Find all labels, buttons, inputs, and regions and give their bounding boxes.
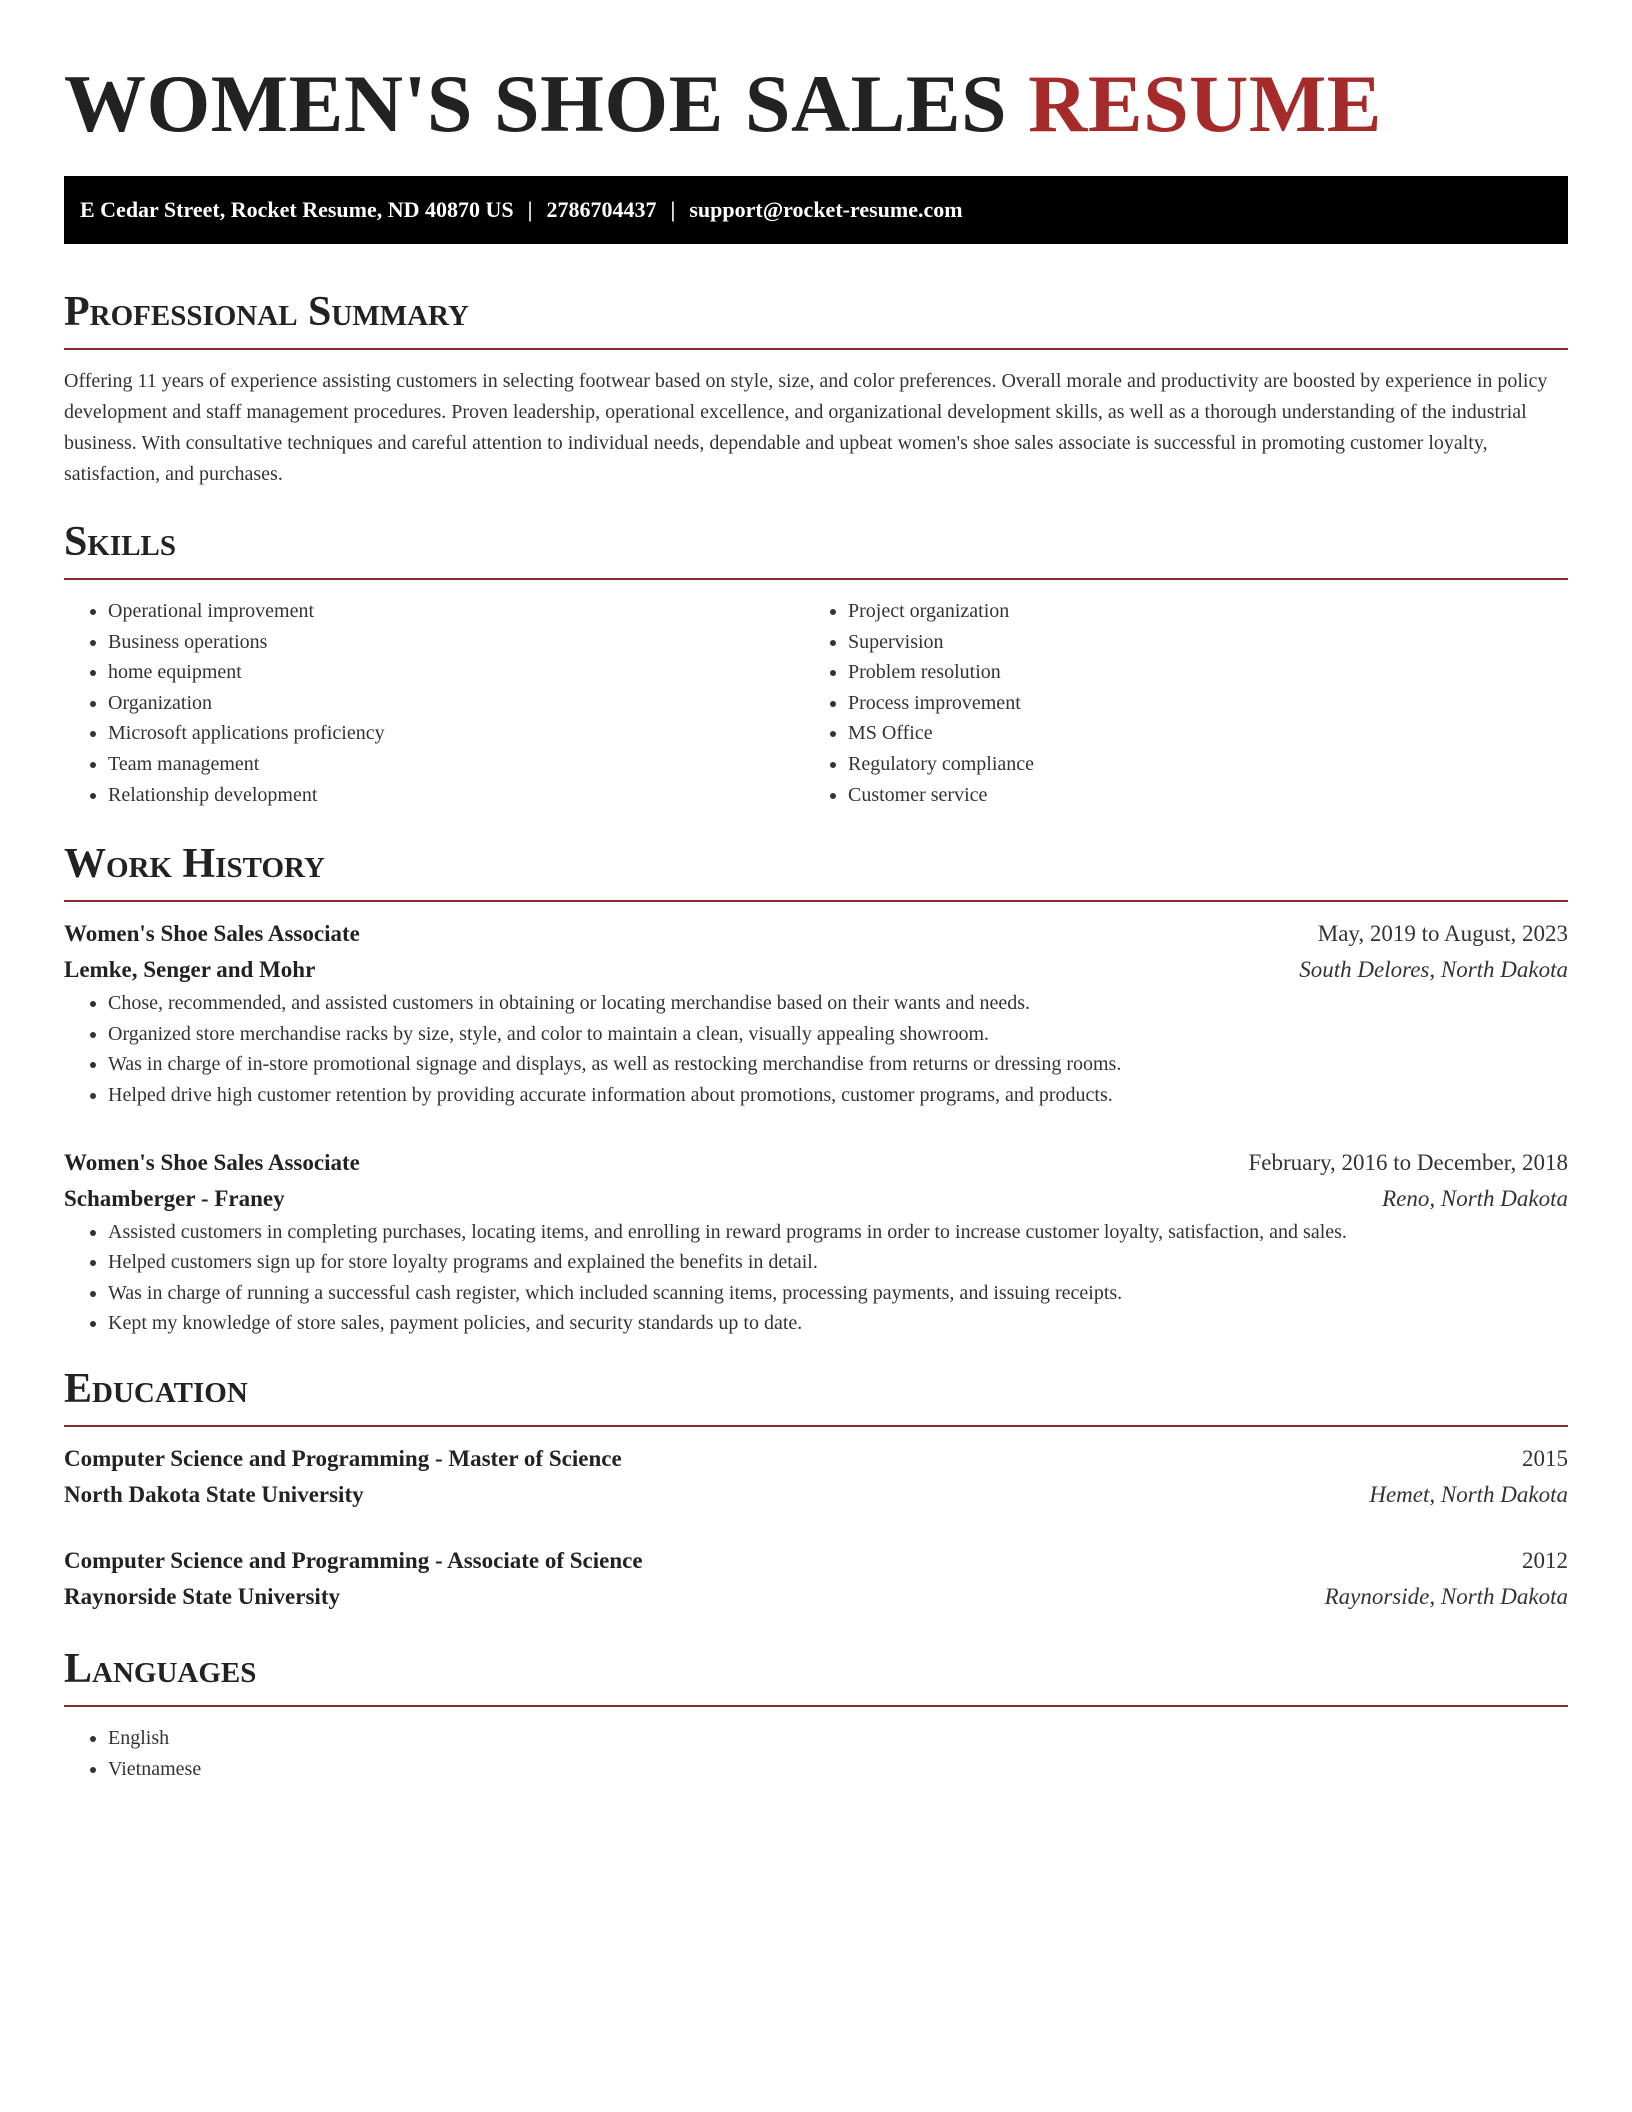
skills-section — [64, 518, 1568, 810]
skill-item: • Microsoft applications proficiency — [108, 718, 804, 749]
section-divider — [64, 578, 1568, 580]
work-history-section — [64, 840, 1568, 1339]
job-duty: • Was in charge of running a successful cash register, which included scanning items, processing payments, and issuing receipts. — [108, 1278, 1568, 1309]
section-heading-languages: Languages — [64, 1645, 257, 1692]
education-section — [64, 1365, 1568, 1615]
section-divider — [64, 900, 1568, 902]
job-header-row — [64, 1145, 1568, 1181]
job-entry — [64, 1145, 1568, 1339]
skill-item: • home equipment — [108, 657, 804, 688]
skill-item: • Operational improvement — [108, 596, 804, 627]
education-entry — [64, 1441, 1568, 1513]
section-divider — [64, 348, 1568, 350]
language-item: • English — [108, 1723, 1568, 1754]
language-item: • Vietnamese — [108, 1754, 1568, 1785]
job-location: Reno, North Dakota — [1382, 1185, 1568, 1211]
title-accent: RESUME — [1028, 58, 1382, 149]
section-divider — [64, 1705, 1568, 1707]
education-degree-row — [64, 1441, 1568, 1477]
job-title: Women's Shoe Sales Associate — [64, 1149, 360, 1175]
job-company: Lemke, Senger and Mohr — [64, 957, 316, 983]
skill-item: • Process improvement — [848, 688, 1544, 719]
job-duty: • Helped customers sign up for store loyalty programs and explained the benefits in detail. — [108, 1247, 1568, 1278]
education-school: Raynorside State University — [64, 1583, 340, 1609]
title-main: WOMEN'S SHOE SALES — [64, 58, 1008, 149]
job-dates: May, 2019 to August, 2023 — [1317, 921, 1568, 947]
section-heading-education: Education — [64, 1365, 248, 1412]
job-company-row — [64, 952, 1568, 988]
skill-item: • Organization — [108, 688, 804, 719]
education-degree: Computer Science and Programming - Master of Science — [64, 1445, 622, 1471]
job-duty: • Kept my knowledge of store sales, payment policies, and security standards up to date. — [108, 1308, 1568, 1339]
section-heading-skills: Skills — [64, 519, 177, 565]
contact-email: support@rocket-resume.com — [689, 197, 963, 222]
section-heading-work-history: Work History — [64, 841, 325, 888]
contact-separator: | — [670, 197, 676, 222]
contact-bar — [64, 176, 1568, 244]
job-location: South Delores, North Dakota — [1299, 957, 1568, 983]
section-heading-summary: Professional Summary — [64, 289, 469, 335]
job-duty: • Chose, recommended, and assisted customers in obtaining or locating merchandise based on their wants and needs. — [108, 988, 1568, 1019]
education-degree: Computer Science and Programming - Associate of Science — [64, 1547, 643, 1573]
job-duty: • Assisted customers in completing purchases, locating items, and enrolling in reward programs in order to increase customer loyalty, satisfaction, and sales. — [108, 1217, 1568, 1248]
education-degree-row — [64, 1543, 1568, 1579]
education-year: 2015 — [1522, 1445, 1568, 1471]
job-header-row — [64, 916, 1568, 952]
section-divider — [64, 1425, 1568, 1427]
contact-phone: 2786704437 — [546, 197, 657, 222]
job-duties-list — [64, 1217, 1568, 1339]
skill-item: • Project organization — [848, 596, 1544, 627]
skill-item: • Business operations — [108, 627, 804, 658]
job-duties-list — [64, 988, 1568, 1110]
education-location: Raynorside, North Dakota — [1324, 1583, 1568, 1609]
skills-list-right — [804, 596, 1544, 810]
job-company-row — [64, 1181, 1568, 1217]
skill-item: • Problem resolution — [848, 657, 1544, 688]
job-duty: • Helped drive high customer retention by providing accurate information about promotions, customer programs, and products. — [108, 1080, 1568, 1111]
summary-section — [64, 288, 1568, 490]
job-entry — [64, 916, 1568, 1110]
job-company: Schamberger - Franey — [64, 1185, 285, 1211]
skill-item: • Regulatory compliance — [848, 749, 1544, 780]
skill-item: • Supervision — [848, 627, 1544, 658]
skills-column-left — [64, 596, 804, 810]
summary-text: Offering 11 years of experience assisting customers in selecting footwear based on style, size, and color preferences. Overall morale and productivity are boosted by experience in policy development and staff management procedures. Proven leadership, operational excellence, and organizational development skills, as well as a thorough understanding of the industrial business. With consultative techniques and careful attention to individual needs, dependable and upbeat women's shoe sales associate is successful in promoting customer loyalty, satisfaction, and purchases. — [64, 370, 1548, 485]
education-location: Hemet, North Dakota — [1369, 1481, 1568, 1507]
education-school-row — [64, 1579, 1568, 1615]
education-school: North Dakota State University — [64, 1481, 364, 1507]
skill-item: • Team management — [108, 749, 804, 780]
education-entry — [64, 1543, 1568, 1615]
skills-grid — [64, 596, 1568, 810]
skill-item: • MS Office — [848, 718, 1544, 749]
skills-column-right — [804, 596, 1544, 810]
job-title: Women's Shoe Sales Associate — [64, 921, 360, 947]
job-dates: February, 2016 to December, 2018 — [1248, 1149, 1568, 1175]
education-year: 2012 — [1522, 1547, 1568, 1573]
contact-address: E Cedar Street, Rocket Resume, ND 40870 US — [80, 197, 514, 222]
education-school-row — [64, 1477, 1568, 1513]
languages-list — [64, 1723, 1568, 1784]
languages-section — [64, 1645, 1568, 1784]
skill-item: • Customer service — [848, 780, 1544, 811]
job-duty: • Organized store merchandise racks by size, style, and color to maintain a clean, visually appealing showroom. — [108, 1019, 1568, 1050]
contact-separator: | — [527, 197, 533, 222]
skills-list-left — [64, 596, 804, 810]
resume-title — [64, 0, 1568, 152]
job-duty: • Was in charge of in-store promotional signage and displays, as well as restocking merchandise from returns or dressing rooms. — [108, 1049, 1568, 1080]
skill-item: • Relationship development — [108, 780, 804, 811]
